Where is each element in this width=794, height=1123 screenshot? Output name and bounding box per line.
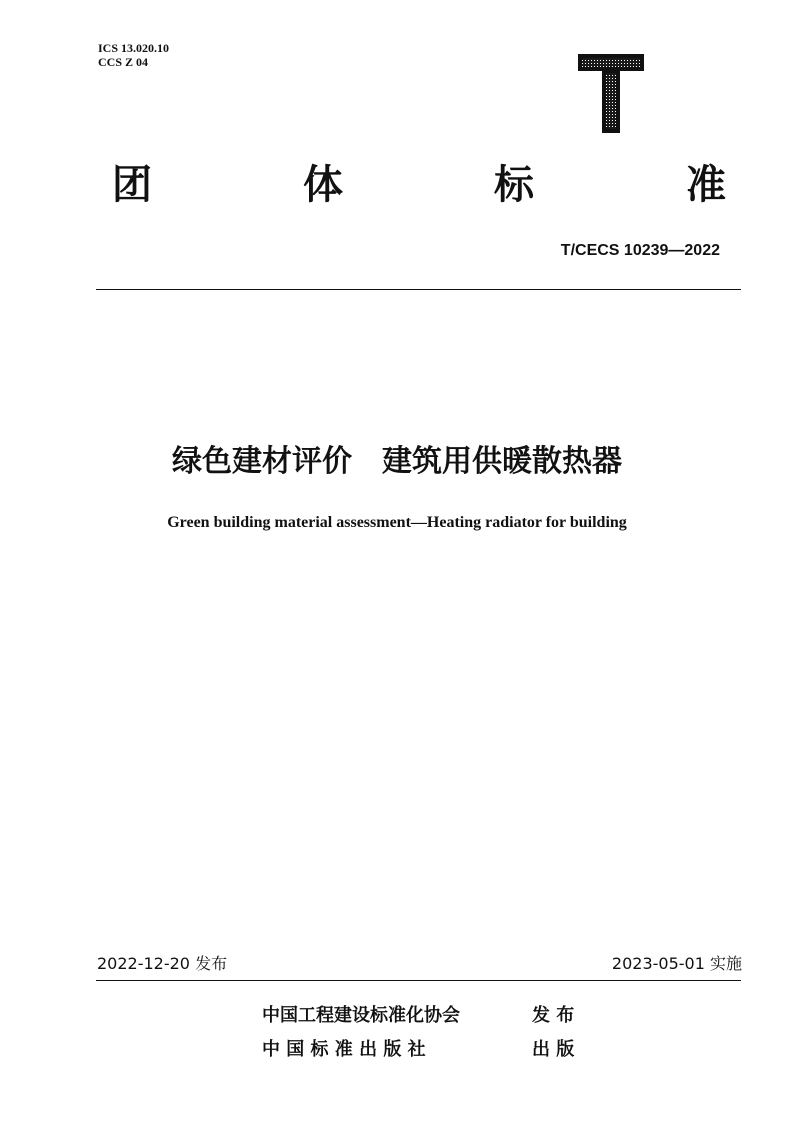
- ccs-code: CCS Z 04: [98, 55, 149, 69]
- title-chinese: 绿色建材评价 建筑用供暖散热器: [172, 444, 622, 479]
- issuer-name: 中国工程建设标准化协会: [262, 1005, 460, 1026]
- standard-type-char-4: 准: [686, 162, 726, 208]
- standard-number: T/CECS 10239—2022: [560, 242, 720, 259]
- standard-type-char-1: 团: [112, 162, 152, 208]
- top-divider: [96, 289, 741, 290]
- publisher-name: 中 国 标 准 出 版 社: [262, 1039, 426, 1060]
- bottom-divider: [96, 980, 741, 981]
- group-standard-t-logo: [576, 54, 646, 134]
- publisher-role: 出 版: [532, 1039, 575, 1060]
- standard-type-char-2: 体: [303, 162, 343, 208]
- title-english: Green building material assessment—Heating radiator for building: [167, 514, 627, 531]
- standard-type-char-3: 标: [494, 162, 534, 208]
- issuer-role: 发 布: [532, 1005, 575, 1026]
- implementation-date: 2023-05-01 实施: [611, 954, 742, 973]
- issue-date: 2022-12-20 发布: [97, 954, 228, 973]
- ics-code: ICS 13.020.10: [98, 41, 170, 55]
